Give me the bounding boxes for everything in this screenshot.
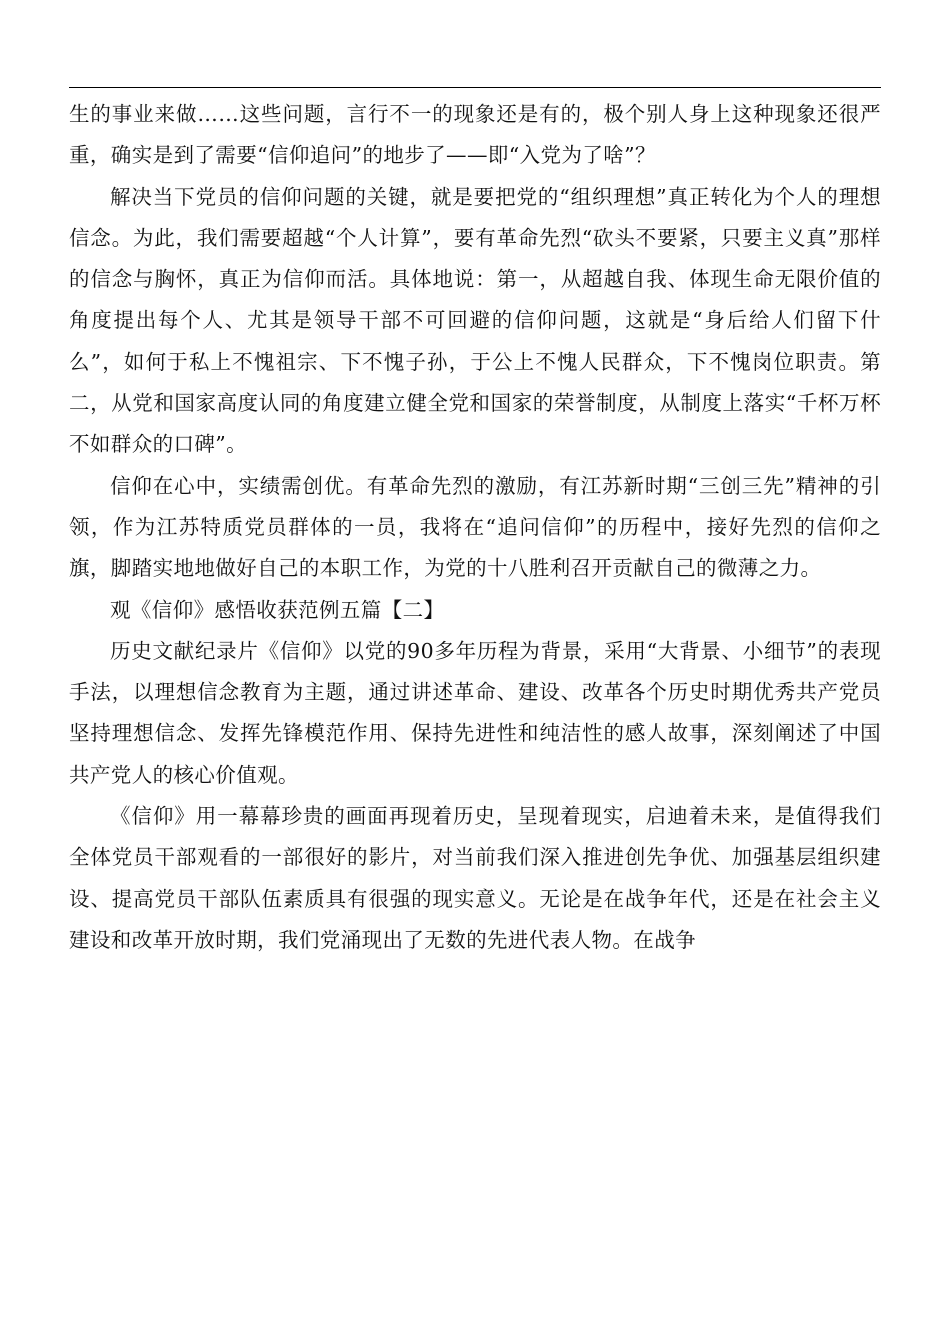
paragraph: 历史文献纪录片《信仰》以党的90多年历程为背景，采用“大背景、小细节”的表现手法，以理想信念教育为主题，通过讲述革命、建设、改革各个历史时期优秀共产党员坚持理想信念、发挥先锋模范作用、保持先进性和纯洁性的感人故事，深刻阐述了中国共产党人的核心价值观。 [69,638,881,787]
section-heading: 观《信仰》感悟收获范例五篇【二】 [110,597,445,622]
header-rule [69,87,881,88]
paragraph: 信仰在心中，实绩需创优。有革命先烈的激励，有江苏新时期“三创三先”精神的引领，作为江苏特质党员群体的一员，我将在“追问信仰”的历程中，接好先烈的信仰之旗，脚踏实地地做好自己的本职工作，为党的十八胜利召开贡献自己的微薄之力。 [69,473,881,581]
paragraph: 生的事业来做……这些问题，言行不一的现象还是有的，极个别人身上这种现象还很严重，确实是到了需要“信仰追问”的地步了——即“入党为了啥”？ [69,102,881,168]
document-body [69,94,881,961]
paragraph: 解决当下党员的信仰问题的关键，就是要把党的“组织理想”真正转化为个人的理想信念。为此，我们需要超越“个人计算”，要有革命先烈“砍头不要紧，只要主义真”那样的信念与胸怀，真正为信仰而活。具体地说：第一，从超越自我、体现生命无限价值的角度提出每个人、尤其是领导干部不可回避的信仰问题，这就是“身后给人们留下什么”，如何于私上不愧祖宗、下不愧子孙，于公上不愧人民群众，下不愧岗位职责。第二，从党和国家高度认同的角度建立健全党和国家的荣誉制度，从制度上落实“千杯万杯不如群众的口碑”。 [69,184,881,457]
paragraph: 《信仰》用一幕幕珍贵的画面再现着历史，呈现着现实，启迪着未来，是值得我们全体党员干部观看的一部很好的影片，对当前我们深入推进创先争优、加强基层组织建设、提高党员干部队伍素质具有很强的现实意义。无论是在战争年代，还是在社会主义建设和改革开放时期，我们党涌现出了无数的先进代表人物。在战争 [69,804,881,952]
